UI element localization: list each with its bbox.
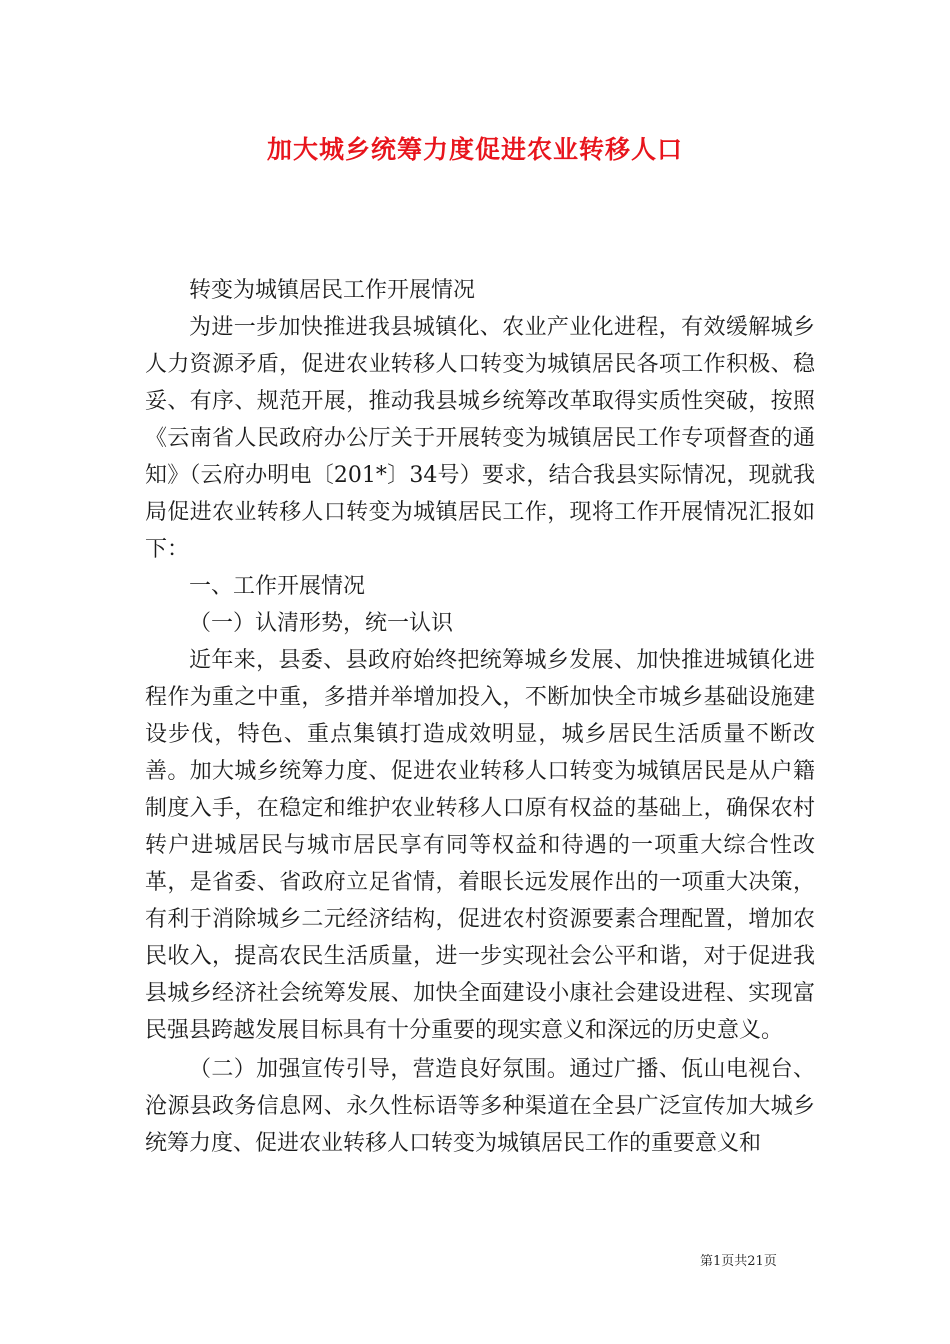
page-number: 第1页共21页 xyxy=(700,1254,777,1269)
paragraph-situation: 近年来，县委、县政府始终把统筹城乡发展、加快推进城镇化进程作为重之中重，多措并举增加投入，不断加快全市城乡基础设施建设步伐，特色、重点集镇打造成效明显，城乡居民生活质量不断改善。加大城乡统筹力度、促进农业转移人口转变为城镇居民是从户籍制度入手，在稳定和维护农业转移人口原有权益的基础上，确保农村转户进城居民与城市居民享有同等权益和待遇的一项重大综合性改革，是省委、省政府立足省情，着眼长远发展作出的一项重大决策，有利于消除城乡二元经济结构，促进农村资源要素合理配置，增加农民收入，提高农民生活质量，进一步实现社会公平和谐，对于促进我县城乡经济社会统筹发展、加快全面建设小康社会建设进程、实现富民强县跨越发展目标具有十分重要的现实意义和深远的历史意义。 xyxy=(145,648,815,1043)
document-title: 加大城乡统筹力度促进农业转移人口 xyxy=(266,135,683,164)
document-body xyxy=(145,272,815,1162)
paragraph-publicity: （二）加强宣传引导，营造良好氛围。通过广播、佤山电视台、沧源县政务信息网、永久性标语等多种渠道在全县广泛宣传加大城乡统筹力度、促进农业转移人口转变为城镇居民工作的重要意义和 xyxy=(145,1057,815,1156)
subsection-heading: （一）认清形势，统一认识 xyxy=(189,611,454,636)
section-heading: 一、工作开展情况 xyxy=(189,574,366,599)
paragraph-subtitle: 转变为城镇居民工作开展情况 xyxy=(189,278,476,303)
paragraph-intro: 为进一步加快推进我县城镇化、农业产业化进程，有效缓解城乡人力资源矛盾，促进农业转移人口转变为城镇居民各项工作积极、稳妥、有序、规范开展，推动我县城乡统筹改革取得实质性突破，按照《云南省人民政府办公厅关于开展转变为城镇居民工作专项督查的通知》（云府办明电〔201*〕34号）要求，结合我县实际情况，现就我局促进农业转移人口转变为城镇居民工作，现将工作开展情况汇报如下： xyxy=(145,315,815,562)
